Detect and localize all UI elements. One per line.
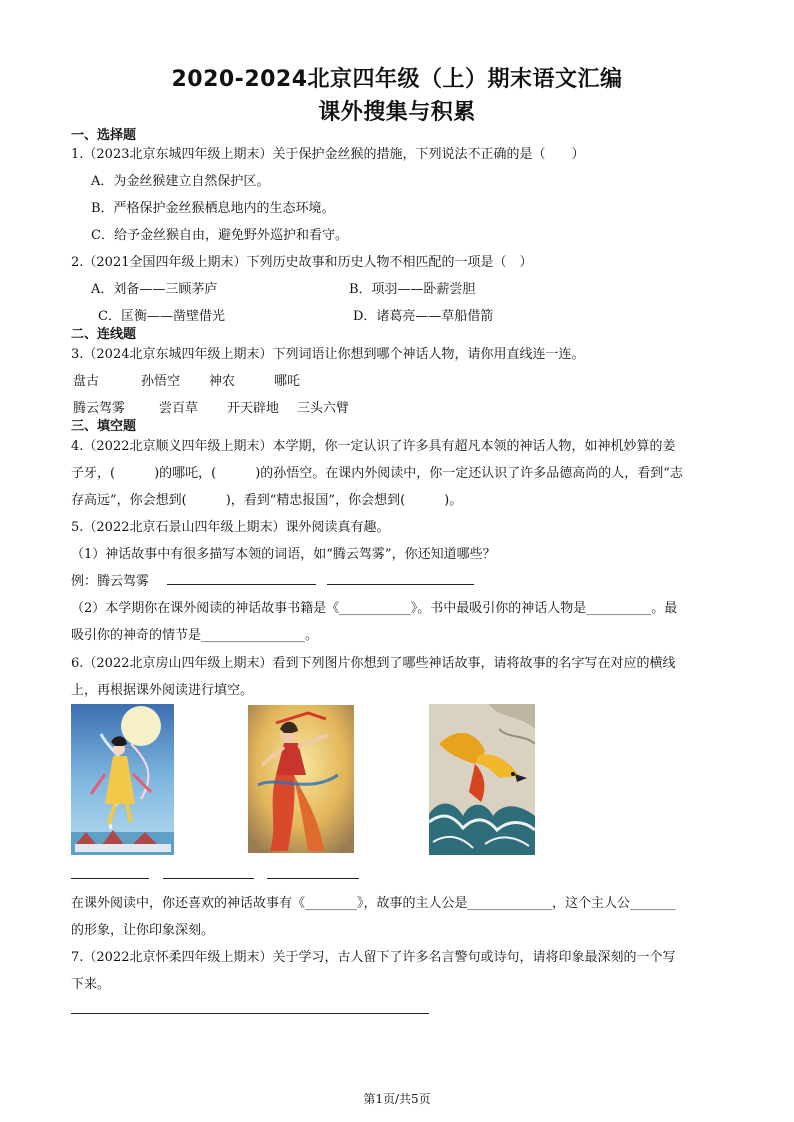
question-3-stem: 3.（2024北京东城四年级上期末）下列词语让你想到哪个神话人物，请你用直线连一连。 <box>71 347 585 362</box>
picture-2-answer-blank[interactable] <box>163 878 254 879</box>
mythology-picture-3 <box>429 704 535 855</box>
match-word-top-4[interactable]: 哪吒 <box>274 374 301 389</box>
question-4-line-1: 4.（2022北京顺义四年级上期末）本学期，你一定认识了许多具有超凡本领的神话人物，如神机妙算的姜 <box>71 439 676 454</box>
question-4-line-3: 存高远”，你会想到( )，看到“精忠报国”，你会想到( )。 <box>71 493 463 508</box>
question-5-stem: 5.（2022北京石景山四年级上期末）课外阅读真有趣。 <box>71 520 390 535</box>
question-2-option-b: B．项羽——卧薪尝胆 <box>349 282 476 297</box>
section-heading-choice: 一、选择题 <box>71 128 137 143</box>
section-heading-fill: 三、填空题 <box>71 419 137 434</box>
question-6-fill-line-2: 的形象，让你印象深刻。 <box>71 923 215 938</box>
question-2-option-c: C．匡衡——凿壁借光 <box>98 309 225 324</box>
match-word-bottom-2[interactable]: 尝百草 <box>159 401 199 416</box>
question-4-line-2: 子牙，( )的哪吒，( )的孙悟空。在课内外阅读中，你一定还认识了许多品德高尚的人，看到“志 <box>71 466 683 481</box>
question-6-line-1: 6.（2022北京房山四年级上期末）看到下列图片你想到了哪些神话故事，请将故事的名字写在对应的横线 <box>71 656 676 671</box>
answer-blank-1[interactable] <box>167 584 316 585</box>
section-heading-matching: 二、连线题 <box>71 327 137 342</box>
question-1-option-a: A．为金丝猴建立自然保护区。 <box>91 174 270 189</box>
picture-1-answer-blank[interactable] <box>71 878 149 879</box>
answer-blank-2[interactable] <box>327 584 474 585</box>
page-subtitle: 课外搜集与积累 <box>318 100 476 125</box>
question-5-part-1: （1）神话故事中有很多描写本领的词语，如“腾云驾雾”，你还知道哪些？ <box>71 547 496 562</box>
match-word-top-2[interactable]: 孙悟空 <box>141 374 181 389</box>
question-2-option-a: A．刘备——三顾茅庐 <box>91 282 218 297</box>
question-5-example: 例：腾云驾雾 <box>71 574 150 589</box>
question-7-line-2: 下来。 <box>71 977 111 992</box>
question-7-answer-line[interactable] <box>71 1013 429 1014</box>
question-2-option-d: D．诸葛亮——草船借箭 <box>353 309 494 324</box>
page-number: 第1页/共5页 <box>363 1092 431 1106</box>
match-word-bottom-1[interactable]: 腾云驾雾 <box>73 401 126 416</box>
question-6-fill-line-1: 在课外阅读中，你还喜欢的神话故事有《________》，故事的主人公是_____________，这个主人公_______ <box>71 896 676 911</box>
question-7-line-1: 7.（2022北京怀柔四年级上期末）关于学习，古人留下了许多名言警句或诗句，请将印象最深刻的一个写 <box>71 950 676 965</box>
question-6-line-2: 上，再根据课外阅读进行填空。 <box>71 683 254 698</box>
match-word-top-3[interactable]: 神农 <box>209 374 236 389</box>
mythology-picture-2 <box>248 705 354 853</box>
page-title: 2020-2024北京四年级（上）期末语文汇编 <box>171 67 623 92</box>
match-word-top-1[interactable]: 盘古 <box>73 374 100 389</box>
question-1-stem: 1.（2023北京东城四年级上期末）关于保护金丝猴的措施，下列说法不正确的是（ ） <box>71 147 585 162</box>
match-word-bottom-3[interactable]: 开天辟地 <box>227 401 280 416</box>
mythology-picture-1 <box>71 704 174 855</box>
match-word-bottom-4[interactable]: 三头六臂 <box>297 401 350 416</box>
picture-3-answer-blank[interactable] <box>267 878 359 879</box>
question-1-option-c: C．给予金丝猴自由，避免野外巡护和看守。 <box>91 228 348 243</box>
question-1-option-b: B．严格保护金丝猴栖息地内的生态环境。 <box>91 201 335 216</box>
question-5-part-2-line-1: （2）本学期你在课外阅读的神话故事书籍是《___________》。书中最吸引你的神话人物是__________。最 <box>71 601 678 616</box>
question-2-stem: 2.（2021全国四年级上期末）下列历史故事和历史人物不相匹配的一项是（ ） <box>71 255 533 270</box>
question-5-part-2-line-2: 吸引你的神奇的情节是________________。 <box>71 628 319 643</box>
